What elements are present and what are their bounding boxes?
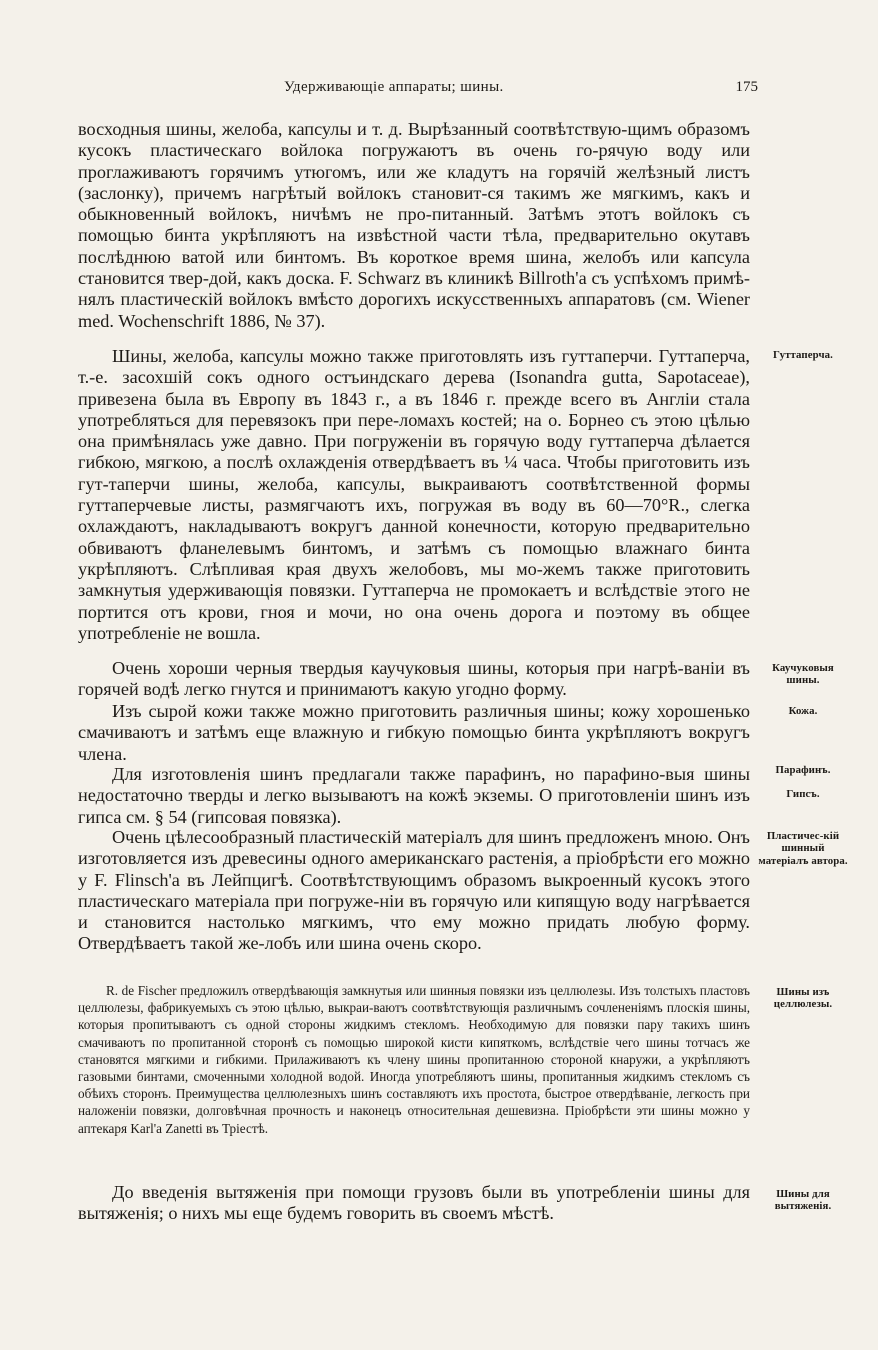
paragraph-cellulose-splints: R. de Fischer предложилъ отвердѣвающія замкнутыя или шинныя повязки изъ целлюлезы. Изъ толстыхъ пластовъ целлюлезы, фабрикуемыхъ съ этою цѣлью, выкраи-ваютъ соотвѣтствующія различнымъ сочлененіямъ плоскія шины, которыя пропитываютъ съ одной стороны жидкимъ стекломъ. Необходимую для повязки пару такихъ шинъ смачиваютъ по пропитанной сторонѣ съ помощью широкой кисти кипяткомъ, вслѣдствіе чего шины тотчасъ же становятся мягкими и гибкими. Прилаживаютъ къ члену шины пропитанною стороной кнаружи, а укрѣпляютъ газовыми бинтами, смоченными холодной водой. Иногда употребляютъ шины, пропитанныя жидкимъ стекломъ съ обѣихъ сторонъ. Преимущества целлюлезныхъ шинъ составляютъ ихъ простота, быстрое отвердѣваніе, легкость при наложеніи повязки, долговѣчная прочность и наконецъ относительная дешевизна. Пріобрѣсти эти шины можно у аптекаря Karl'a Zanetti въ Тріестѣ.	[78, 983, 750, 1136]
page-header	[78, 79, 758, 103]
paragraph-author-material: Очень цѣлесообразный пластическій матеріалъ для шинъ предложенъ мною. Онъ изготовляется изъ древесины одного американскаго растенія, а пріобрѣсти его можно у F. Flinsch'а въ Лейпцигѣ. Соотвѣтствующимъ образомъ выкроенный кусокъ этого пластическаго матеріала при погруже-ніи въ горячую или кипящую воду нагрѣвается и становится настолько мягкимъ, что ему можно придать любую форму. Отвердѣваетъ такой же-лобъ или шина очень скоро.	[78, 827, 750, 954]
paragraph-extension-splints: До введенія вытяженія при помощи грузовъ были въ употребленіи шины для вытяженія; о нихъ мы еще будемъ говорить въ своемъ мѣстѣ.	[78, 1182, 750, 1224]
running-head: Удерживающіе аппараты; шины.	[284, 79, 504, 95]
margin-note-gutta-percha: Гуттаперча.	[773, 349, 833, 361]
page-number: 175	[735, 79, 758, 95]
margin-note-rubber-splints: Каучуковыя шины.	[772, 662, 834, 687]
paragraph-rubber-splints: Очень хороши черныя твердыя каучуковыя шины, которыя при нагрѣ-ваніи въ горячей водѣ легко гнутся и принимаютъ какую угодно форму.	[78, 658, 750, 700]
margin-note-leather: Кожа.	[788, 705, 818, 717]
margin-note-author-material: Пластичес-кій шинный матеріалъ автора.	[758, 830, 848, 867]
margin-note-cellulose: Шины изъ целлюлезы.	[773, 986, 833, 1011]
paragraph-plastic-felt: восходныя шины, желоба, капсулы и т. д. Вырѣзанный соотвѣтствую-щимъ образомъ кусокъ пластическаго войлока погружаютъ въ очень го-рячую воду или проглаживаютъ горячимъ утюгомъ, или же кладутъ на горячій желѣзный листъ (заслонку), причемъ нагрѣтый войлокъ становит-ся такимъ же мягкимъ, какъ и обыкновенный войлокъ, ничѣмъ не про-питанный. Затѣмъ этотъ войлокъ съ помощью бинта укрѣпляютъ на извѣстной части тѣла, предварительно окутавъ послѣднюю ватой или бинтомъ. Въ короткое время шина, желобъ или капсула становится твер-дой, какъ доска. F. Schwarz въ клиникѣ Billroth'а съ успѣхомъ примѣ-нялъ пластическій войлокъ вмѣсто дорогихъ искусственныхъ аппаратовъ (см. Wiener med. Wochenschrift 1886, № 37).	[78, 119, 750, 331]
paragraph-paraffin-splints: Для изготовленія шинъ предлагали также парафинъ, но парафино-выя шины недостаточно тверды и легко вызываютъ на кожѣ экземы. О приготовленіи шинъ изъ гипса см. § 54 (гипсовая повязка).	[78, 764, 750, 827]
paragraph-leather-splints: Изъ сырой кожи также можно приготовить различныя шины; кожу хорошенько смачиваютъ и затѣмъ еще влажную и гибкую помощью бинта укрѣпляютъ вокругъ члена.	[78, 701, 750, 764]
paragraph-gutta-percha: Шины, желоба, капсулы можно также приготовлять изъ гуттаперчи. Гуттаперча, т.-е. засохшій сокъ одного остъиндскаго дерева (Isonandra gutta, Sapotaceae), привезена была въ Европу въ 1843 г., а въ 1846 г. прежде всего въ Англіи стала употребляться для перевязокъ при пере-ломахъ костей; на о. Борнео съ этою цѣлью она примѣнялась уже давно. При погруженіи въ горячую воду гуттаперча дѣлается гибкою, мягкою, а послѣ охлажденія отвердѣваетъ въ ¼ часа. Чтобы приготовить изъ гут-таперчи шины, желоба, капсулы, выкраиваютъ соотвѣтственной формы гуттаперчевые листы, размягчаютъ ихъ, погружая въ воду въ 60—70°R., слегка охлаждаютъ, накладываютъ вокругъ данной конечности, которую предварительно обвиваютъ фланелевымъ бинтомъ, и затѣмъ съ помощью влажнаго бинта укрѣпляютъ. Слѣпливая края двухъ желобовъ, мы мо-жемъ также приготовить замкнутыя удерживающія повязки. Гуттаперча не промокаетъ и вслѣдствіе этого не портится отъ крови, гноя и мочи, но она очень дорога и поэтому въ общее употребленіе не вошла.	[78, 346, 750, 643]
margin-note-gypsum: Гипсъ.	[786, 788, 820, 800]
margin-note-extension-splints: Шины для вытяженія.	[774, 1188, 832, 1213]
margin-note-paraffin: Парафинъ.	[775, 764, 831, 776]
